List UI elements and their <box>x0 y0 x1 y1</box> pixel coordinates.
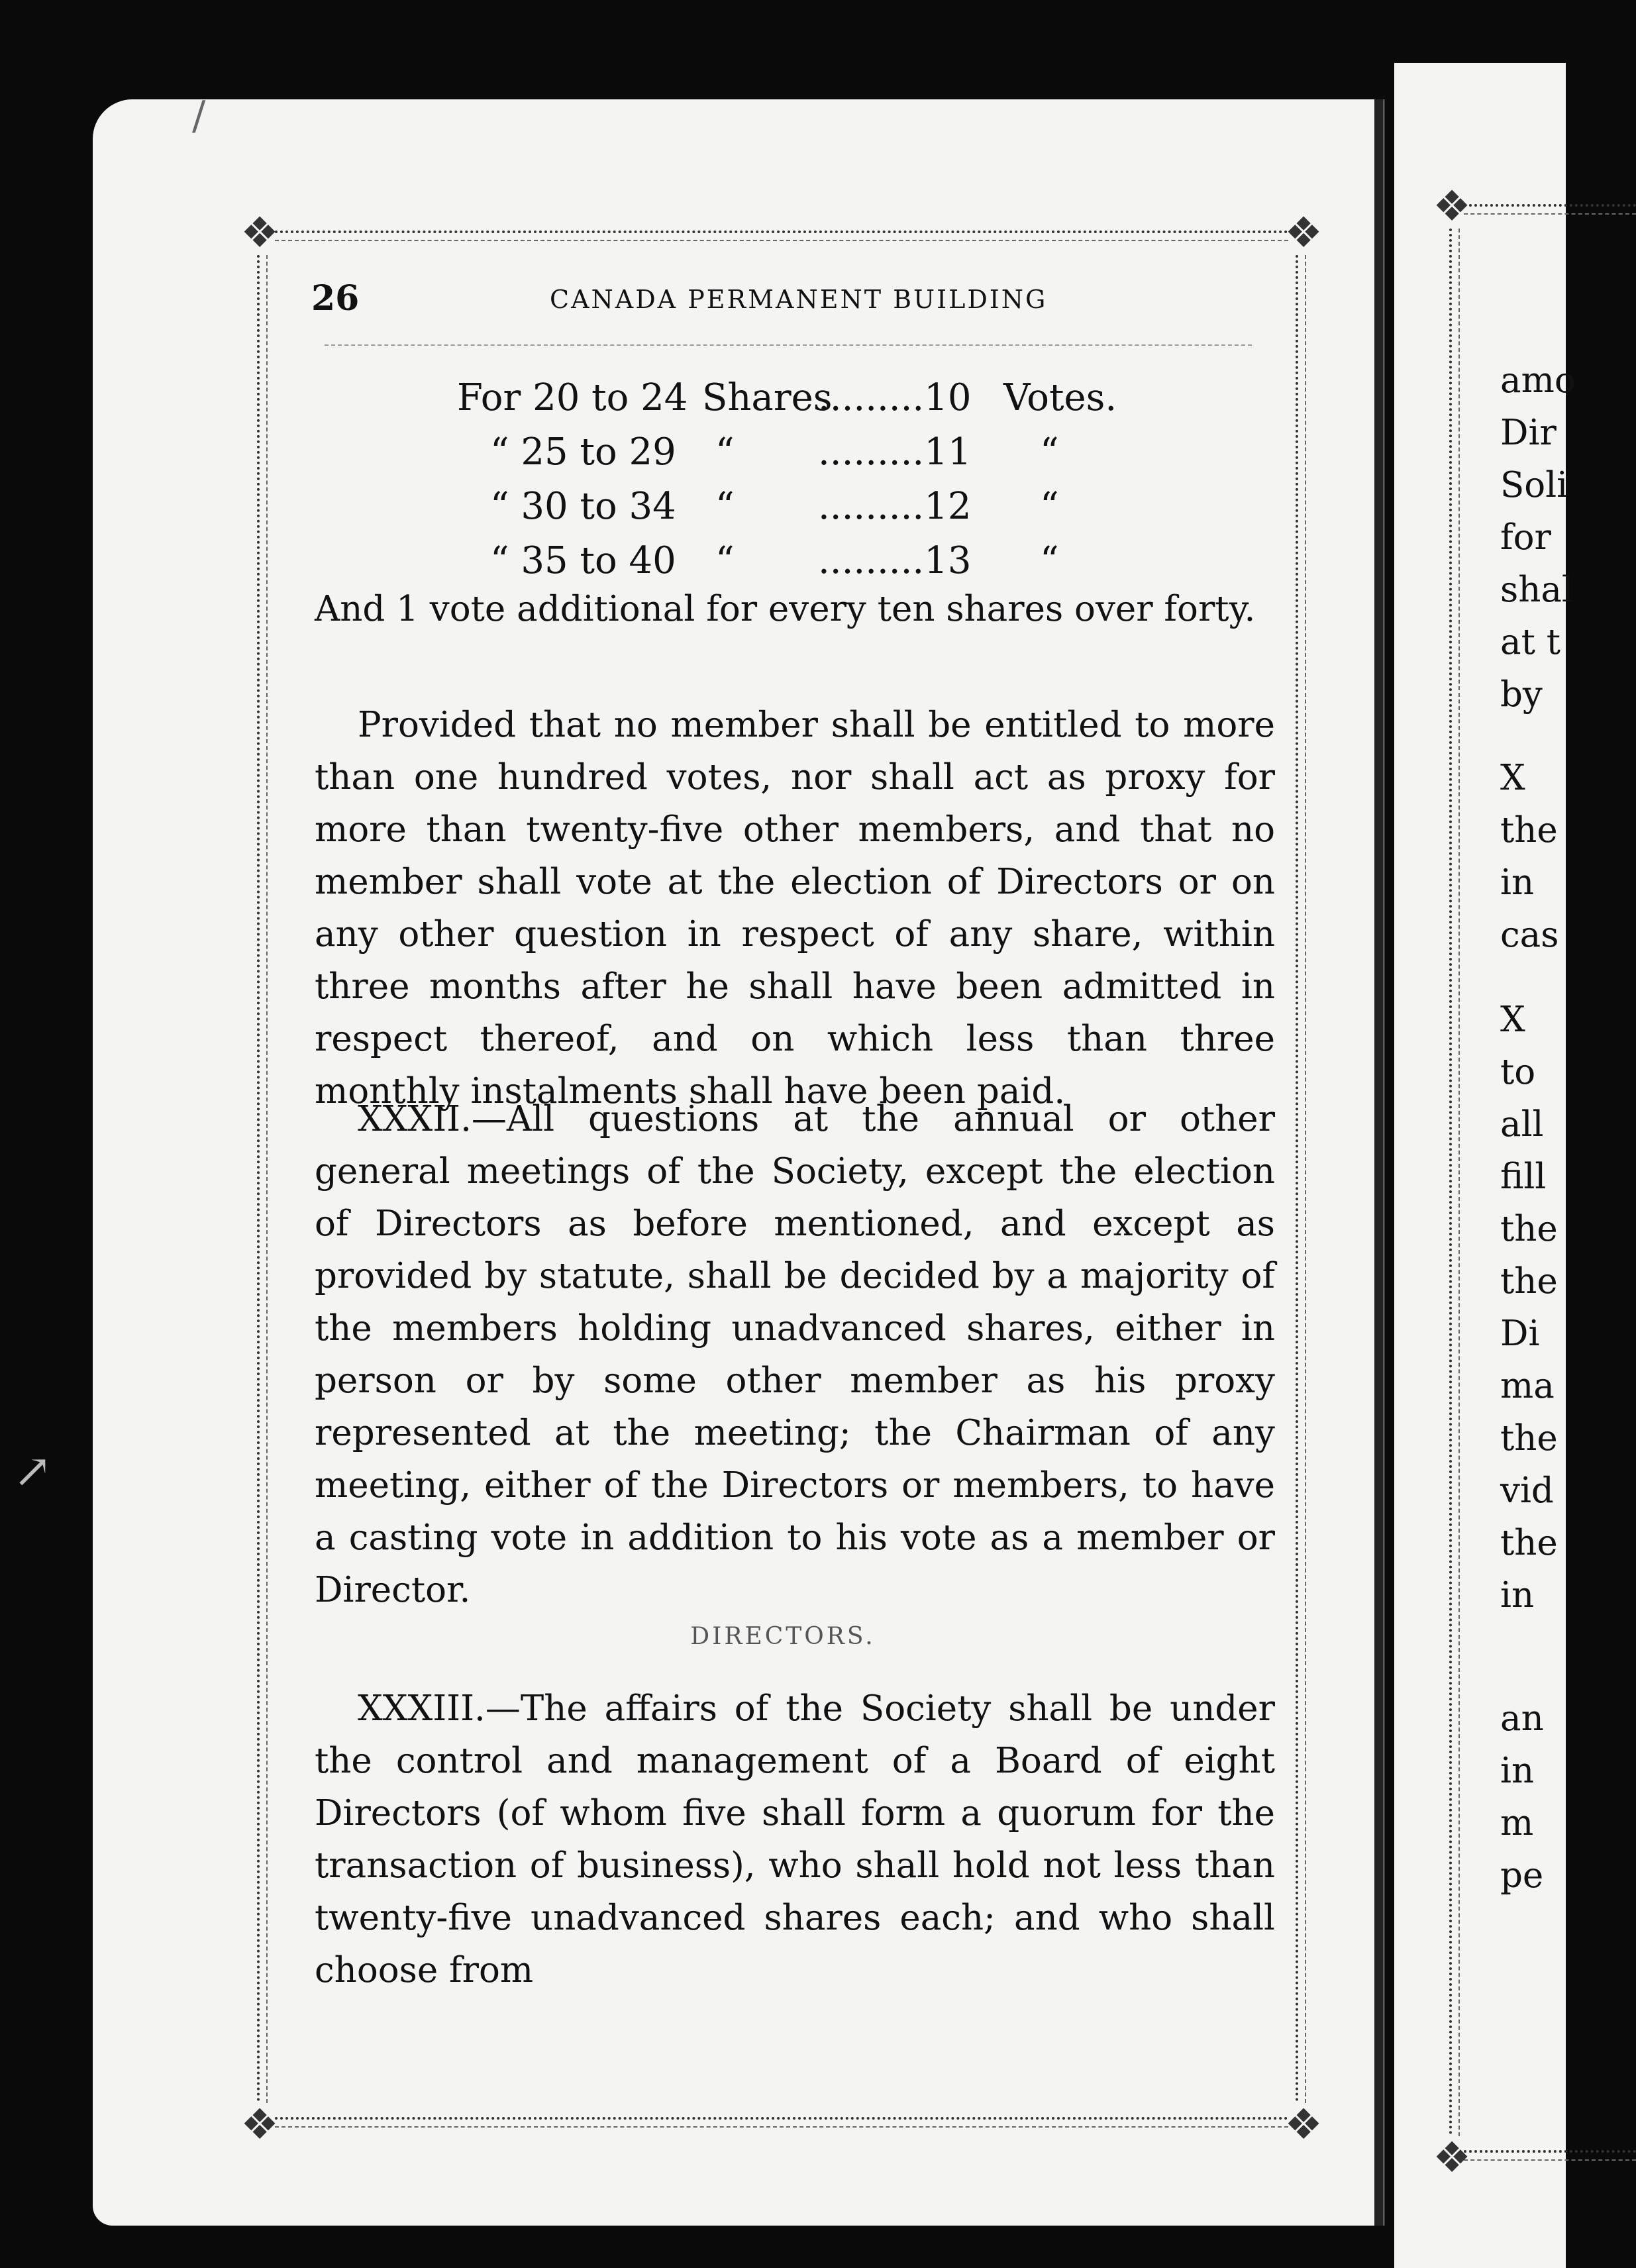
right-page-line: the <box>1500 810 1558 850</box>
book-gutter <box>1374 99 1384 2226</box>
right-page-line: the <box>1500 1209 1558 1249</box>
vote-range: “ 35 to 40 <box>490 539 676 582</box>
vote-count: .........10 <box>818 376 972 419</box>
right-page-line: amo <box>1500 360 1576 401</box>
right-page-line: in <box>1500 862 1535 903</box>
right-page-line: by <box>1500 674 1543 715</box>
page-header <box>311 278 1292 325</box>
vote-unit: “ <box>715 431 735 474</box>
paragraph-text: And 1 vote additional for every ten shares over forty. <box>315 589 1256 629</box>
stray-mark: / <box>192 93 206 139</box>
paragraph-text: Provided that no member shall be entitled to more than one hundred votes, nor shall act as proxy for more than twenty-five other members, and that no member shall vote at the election of Directors or on any other question in respect of any share, within three months after he shall have been admitted in respect thereof, and on which less than three monthly instalments shall have been paid. <box>315 705 1275 1111</box>
right-page-line: Di <box>1500 1314 1540 1354</box>
vote-unit: “ <box>715 539 735 582</box>
vote-row <box>457 480 1252 534</box>
paragraph <box>315 583 1275 635</box>
paragraph-text: XXXIII.—The affairs of the Society shall be under the control and management of a Board of eight Directors (of whom five shall form a quorum for the transaction of business), who shall hold not less than twenty-five unadvanced shares each; and who shall choose from <box>315 1688 1275 1990</box>
paragraph <box>315 699 1275 1117</box>
right-page-line: ma <box>1500 1366 1555 1406</box>
vote-label: “ <box>1040 539 1059 582</box>
right-page-line: X <box>1500 1000 1525 1040</box>
vote-range: “ 25 to 29 <box>490 431 676 474</box>
vote-count: .........11 <box>818 431 972 474</box>
right-page-line: in <box>1500 1575 1535 1616</box>
section-xxxii <box>315 1093 1275 1616</box>
right-page-line: Dir <box>1500 413 1557 453</box>
vote-range: For 20 to 24 <box>457 376 688 419</box>
section-xxxiii <box>315 1682 1275 1996</box>
vote-label: Votes. <box>1003 376 1117 419</box>
vote-range: “ 30 to 34 <box>490 485 676 528</box>
right-page-line: m <box>1500 1803 1534 1843</box>
corner-ornament-icon: ❖ <box>1284 209 1323 258</box>
right-page-line: all <box>1500 1104 1544 1145</box>
vote-row <box>457 425 1252 480</box>
border-top <box>275 231 1288 241</box>
corner-ornament-icon: ❖ <box>1433 2134 1471 2183</box>
vote-row <box>457 534 1252 588</box>
page-number: 26 <box>311 278 360 319</box>
paragraph-text: XXXII.—All questions at the annual or other general meetings of the Society, except the election of Directors as before mentioned, and except as provided by statute, shall be decided by a majority of the members holding unadvanced shares, either in person or by some other member as his proxy represented at the meeting; the Chairman of any meeting, either of the Directors or members, to have a casting vote in addition to his vote as a member or Director. <box>315 1099 1275 1610</box>
vote-count: .........12 <box>818 485 972 528</box>
border-bottom <box>275 2117 1288 2128</box>
right-page-line: fill <box>1500 1157 1547 1197</box>
right-page-line: to <box>1500 1052 1536 1092</box>
right-page-line: pe <box>1500 1855 1544 1896</box>
vote-unit: Shares <box>702 376 833 419</box>
right-page-line: X <box>1500 758 1525 798</box>
stray-mark: ↗ <box>13 1444 52 1498</box>
border-bottom <box>1464 2150 1636 2161</box>
corner-ornament-icon: ❖ <box>240 2100 279 2149</box>
right-page-line: cas <box>1500 915 1559 955</box>
right-page-line: the <box>1500 1261 1558 1302</box>
right-page-line: for <box>1500 517 1551 558</box>
border-top <box>1464 204 1636 215</box>
right-page-line: vid <box>1500 1470 1554 1511</box>
right-page-line: an <box>1500 1698 1544 1739</box>
corner-ornament-icon: ❖ <box>1433 182 1471 231</box>
running-head: CANADA PERMANENT BUILDING <box>550 285 1048 314</box>
right-page-line: Soli <box>1500 465 1568 505</box>
vote-unit: “ <box>715 485 735 528</box>
right-page-line: the <box>1500 1523 1558 1563</box>
section-heading: DIRECTORS. <box>690 1623 876 1650</box>
border-left <box>1449 229 1460 2136</box>
border-left <box>257 255 268 2103</box>
corner-ornament-icon: ❖ <box>240 209 279 258</box>
right-page-line: at t <box>1500 622 1561 662</box>
vote-row <box>457 371 1252 425</box>
vote-count: .........13 <box>818 539 972 582</box>
corner-ornament-icon: ❖ <box>1284 2100 1323 2149</box>
right-page-line: in <box>1500 1751 1535 1791</box>
vote-label: “ <box>1040 431 1059 474</box>
vote-label: “ <box>1040 485 1059 528</box>
header-rule <box>325 344 1252 346</box>
right-page-line: shal <box>1500 570 1573 610</box>
border-right <box>1296 255 1306 2103</box>
vote-table <box>457 371 1252 588</box>
right-page-line: the <box>1500 1418 1558 1459</box>
